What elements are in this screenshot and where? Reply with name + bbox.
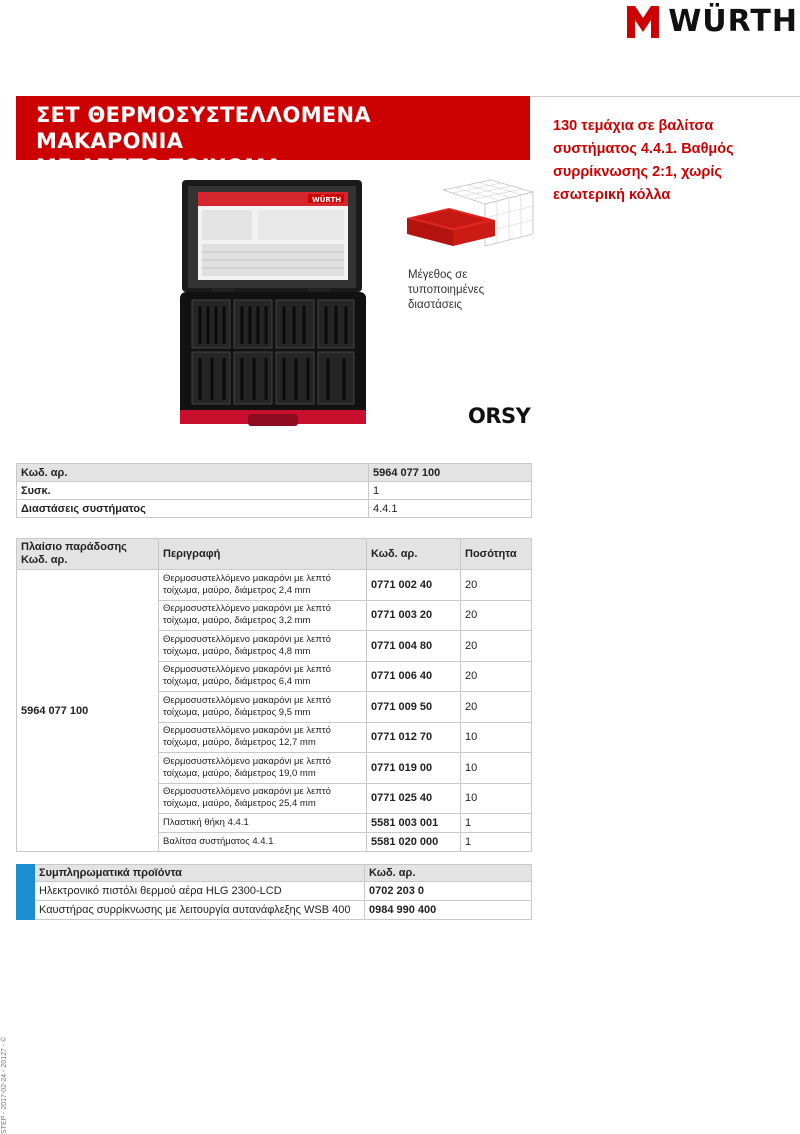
row-code: 0771 003 20 [367,600,461,631]
accessory-name: Καυστήρας συρρίκνωσης με λειτουργία αυτανάφλεξης WSB 400 [35,901,365,920]
info-label: Διαστάσεις συστήματος [17,500,369,518]
page-title-line-2: ΜΕ ΛΕΠΤΟ ΤΟΙΧΩΜΑ [36,155,283,179]
row-quantity: 20 [461,661,532,692]
row-quantity: 10 [461,783,532,814]
table-header-row [17,865,532,882]
header-code: Κωδ. αρ. [365,865,532,882]
accessory-code: 0984 990 400 [365,901,532,920]
table-row [17,901,532,920]
header-package: Πλαίσιο παράδοσης Κωδ. αρ. [17,539,159,570]
info-value: 4.4.1 [369,500,532,518]
row-code: 0771 019 00 [367,753,461,784]
row-quantity: 20 [461,600,532,631]
row-quantity: 1 [461,814,532,833]
header-description: Περιγραφή [159,539,367,570]
header-quantity: Ποσότητα [461,539,532,570]
package-code: 5964 077 100 [17,570,159,852]
row-description: Θερμοσυστελλόμενο μακαρόνι με λεπτό τοίχωμα, μαύρο, διάμετρος 3,2 mm [159,600,367,631]
row-code: 0771 006 40 [367,661,461,692]
product-case-image [178,178,370,430]
table-row [17,464,532,482]
product-info-table [16,463,532,518]
size-caption: Μέγεθος σε τυποποιημένες διαστάσεις [408,269,485,311]
table-row [17,882,532,901]
row-code: 0771 012 70 [367,722,461,753]
row-description: Πλαστική θήκη 4.4.1 [159,814,367,833]
svg-text:WÜRTH: WÜRTH [312,196,342,204]
row-description: Θερμοσυστελλόμενο μακαρόνι με λεπτό τοίχωμα, μαύρο, διάμετρος 6,4 mm [159,661,367,692]
row-code: 0771 025 40 [367,783,461,814]
table-row [17,482,532,500]
row-quantity: 10 [461,722,532,753]
row-quantity: 20 [461,631,532,662]
accessory-code: 0702 203 0 [365,882,532,901]
contents-table [16,538,532,852]
accent-marker [17,901,35,920]
row-code: 5581 020 000 [367,833,461,852]
row-description: Θερμοσυστελλόμενο μακαρόνι με λεπτό τοίχωμα, μαύρο, διάμετρος 25,4 mm [159,783,367,814]
row-quantity: 20 [461,692,532,723]
row-code: 0771 002 40 [367,570,461,601]
page-title-line-1: ΣΕΤ ΘΕΡΜΟΣΥΣΤΕΛΛΟΜΕΝΑ ΜΑΚΑΡΟΝΙΑ [36,103,371,153]
orsy-logo: ORSY [468,404,531,428]
info-label: Κωδ. αρ. [17,464,369,482]
header-product: Συμπληρωματικά προϊόντα [35,865,365,882]
row-description: Θερμοσυστελλόμενο μακαρόνι με λεπτό τοίχωμα, μαύρο, διάμετρος 2,4 mm [159,570,367,601]
accent-marker [17,882,35,901]
accent-marker [17,865,35,882]
table-header-row [17,539,532,570]
info-value: 1 [369,482,532,500]
table-row [17,500,532,518]
wurth-logo-icon [626,5,660,39]
size-grid-icon [403,178,535,258]
row-description: Θερμοσυστελλόμενο μακαρόνι με λεπτό τοίχωμα, μαύρο, διάμετρος 19,0 mm [159,753,367,784]
accessories-table [16,864,532,920]
wurth-logo [626,4,798,39]
wurth-logo-text: WÜRTH [668,4,798,39]
row-code: 0771 004 80 [367,631,461,662]
row-code: 0771 009 50 [367,692,461,723]
header-code: Κωδ. αρ. [367,539,461,570]
row-description: Θερμοσυστελλόμενο μακαρόνι με λεπτό τοίχωμα, μαύρο, διάμετρος 9,5 mm [159,692,367,723]
row-quantity: 10 [461,753,532,784]
row-quantity: 1 [461,833,532,852]
document-reference: STEP - 2017-02-24 - 20127 - © [1,1036,8,1134]
product-description: 130 τεμάχια σε βαλίτσα συστήματος 4.4.1. Βαθμός συρρίκνωσης 2:1, χωρίς εσωτερική κόλλα [553,118,734,203]
row-description: Θερμοσυστελλόμενο μακαρόνι με λεπτό τοίχωμα, μαύρο, διάμετρος 4,8 mm [159,631,367,662]
row-code: 5581 003 001 [367,814,461,833]
accessory-name: Ηλεκτρονικό πιστόλι θερμού αέρα HLG 2300-LCD [35,882,365,901]
row-quantity: 20 [461,570,532,601]
row-description: Βαλίτσα συστήματος 4.4.1 [159,833,367,852]
info-label: Συσκ. [17,482,369,500]
info-value: 5964 077 100 [369,464,532,482]
table-row [17,570,532,601]
row-description: Θερμοσυστελλόμενο μακαρόνι με λεπτό τοίχωμα, μαύρο, διάμετρος 12,7 mm [159,722,367,753]
title-banner [16,96,530,179]
